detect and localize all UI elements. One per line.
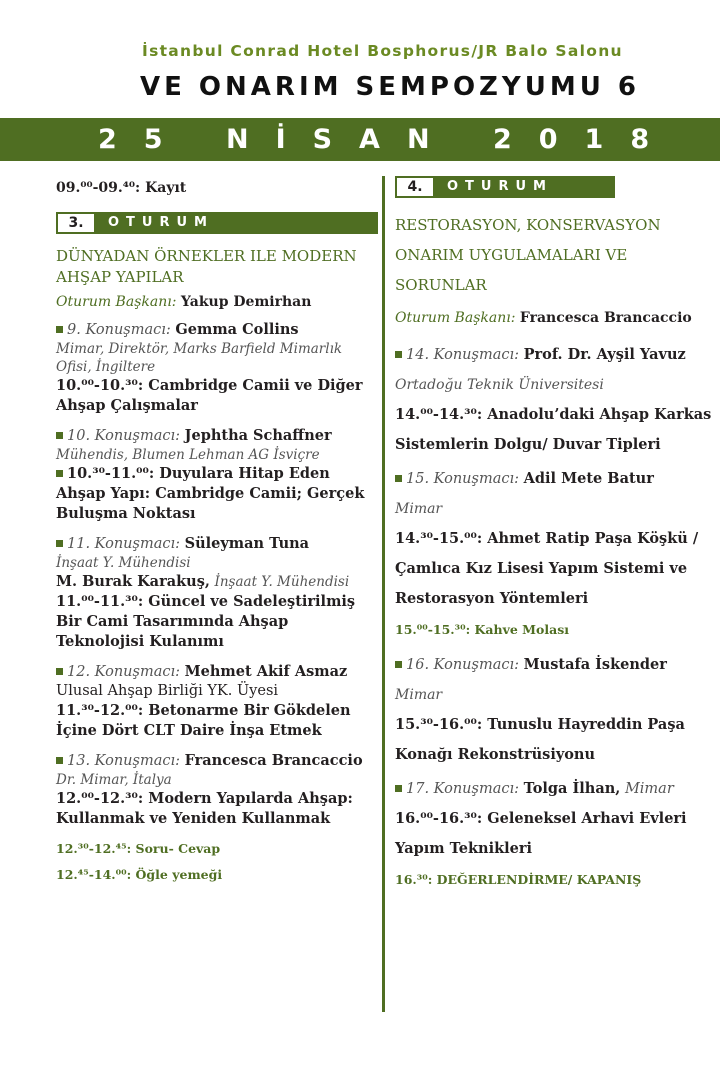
talk-name: Geleneksel Arhavi Evleri Yapım Teknikleri [395,810,687,857]
speaker-affiliation: Ortadoğu Teknik Üniversitesi [395,377,604,393]
talk-time: 10.³⁰-11.⁰⁰: [67,465,155,482]
session-chair [56,292,378,312]
talk-title [56,464,378,524]
bullet-square-icon [56,668,63,675]
chair-name: Francesca Brancaccio [519,310,692,326]
speaker-name: Prof. Dr. Ayşil Yavuz [523,346,686,363]
talk-time: 14.³⁰-15.⁰⁰: [395,530,483,547]
speaker-block [395,650,715,770]
session-label: OTURUM [433,178,613,196]
speaker-name: Süleyman Tuna [184,535,310,552]
coffee-break-line: 15.⁰⁰-15.³⁰: Kahve Molası [395,622,569,637]
bullet-square-icon [395,661,402,668]
closing-line: 16.³⁰: DEĞERLENDİRME/ KAPANIŞ [395,872,642,887]
co-speaker-affiliation: İnşaat Y. Mühendisi [214,574,350,590]
talk-name: Cambridge Camii ve Diğer Ahşap Çalışmalar [56,377,363,414]
speaker-label: 10. Konuşmacı: [67,428,180,444]
bullet-square-icon [56,757,63,764]
speaker-label: 15. Konuşmacı: [406,471,519,487]
speaker-name: Adil Mete Batur [523,470,654,487]
session-label: OTURUM [94,214,376,232]
speaker-label: 9. Konuşmacı: [67,322,171,338]
session-chair [395,308,715,328]
speaker-block [395,774,715,864]
speaker-label: 11. Konuşmacı: [67,536,180,552]
column-divider [382,176,385,1012]
talk-time: 12.⁰⁰-12.³⁰: [56,790,144,807]
talk-name: Güncel ve Sadeleştirilmiş Bir Cami Tasarımında Ahşap Teknolojisi Kulanımı [56,593,356,650]
bullet-square-icon [395,785,402,792]
speaker-name: Gemma Collins [175,321,299,338]
talk-title [395,524,715,614]
bullet-square-icon [56,432,63,439]
bullet-square-icon [56,540,63,547]
lunch-line: 12.⁴⁵-14.⁰⁰: Öğle yemeği [56,867,223,882]
bullet-square-icon [395,351,402,358]
speaker-block [56,426,378,524]
talk-time: 10.⁰⁰-10.³⁰: [56,377,144,394]
speaker-name: Mehmet Akif Asmaz [184,663,348,680]
talk-name: Anadolu’daki Ahşap Karkas Sistemlerin Dolgu/ Duvar Tipleri [395,406,712,453]
talk-time: 14.⁰⁰-14.³⁰: [395,406,483,423]
speaker-block [395,340,715,460]
speaker-affiliation: Dr. Mimar, İtalya [56,772,172,788]
chair-label: Oturum Başkanı: [56,294,177,310]
bullet-square-icon [395,475,402,482]
left-column [56,178,378,885]
date-banner: 25 NİSAN 2018 [0,118,720,161]
session-3-header [56,212,378,234]
talk-name: Betonarme Bir Gökdelen İçine Dört CLT Daire İnşa Etmek [56,702,351,739]
speaker-name: Mustafa İskender [523,656,667,673]
venue-line: İstanbul Conrad Hotel Bosphorus/JR Balo Salonu [142,42,623,60]
speaker-affiliation: İnşaat Y. Mühendisi [56,555,191,571]
right-column [395,176,715,890]
talk-title [395,400,715,460]
talk-time: 11.⁰⁰-11.³⁰: [56,593,144,610]
speaker-affiliation: Mühendis, Blumen Lehman AG İsviçre [56,447,320,463]
session-title: RESTORASYON, KONSERVASYON ONARIM UYGULAMALARI VE SORUNLAR [395,216,661,294]
speaker-affiliation: Mimar [395,687,443,703]
speaker-affiliation: Mimar, Direktör, Marks Barfield Mimarlık Ofisi, İngiltere [56,341,343,375]
session-title: DÜNYADAN ÖRNEKLER ILE MODERN AHŞAP YAPILAR [56,247,357,286]
speaker-name: Tolga İlhan, [523,780,621,797]
bullet-square-icon [56,326,63,333]
speaker-block [56,751,378,829]
speaker-label: 13. Konuşmacı: [67,753,180,769]
bullet-square-icon [56,470,63,477]
speaker-affiliation: Ulusal Ahşap Birliği YK. Üyesi [56,683,279,699]
speaker-label: 14. Konuşmacı: [406,347,519,363]
chair-label: Oturum Başkanı: [395,310,516,326]
talk-name: Modern Yapılarda Ahşap: Kullanmak ve Yeniden Kullanmak [56,790,353,827]
talk-title [56,789,378,829]
chair-name: Yakup Demirhan [180,294,312,310]
talk-time: 16.⁰⁰-16.³⁰: [395,810,483,827]
speaker-name: Jephtha Schaffner [184,427,332,444]
speaker-block [56,534,378,652]
speaker-block [56,662,378,741]
speaker-block [56,320,378,416]
speaker-label: 17. Konuşmacı: [406,781,519,797]
session-number: 3. [58,214,94,232]
talk-title [56,376,378,416]
co-speaker-name: M. Burak Karakuş, [56,573,210,590]
registration-line: 09.⁰⁰-09.⁴⁰: Kayıt [56,180,187,196]
talk-title [395,710,715,770]
speaker-affiliation: Mimar [624,781,674,797]
symposium-title: VE ONARIM SEMPOZYUMU 6 [140,72,640,102]
talk-time: 15.³⁰-16.⁰⁰: [395,716,483,733]
talk-name: Ahmet Ratip Paşa Köşkü / Çamlıca Kız Lisesi Yapım Sistemi ve Restorasyon Yöntemleri [395,530,699,607]
session-4-header [395,176,615,198]
talk-title [395,804,715,864]
speaker-name: Francesca Brancaccio [184,752,363,769]
speaker-block [395,464,715,614]
speaker-affiliation: Mimar [395,501,443,517]
talk-title [56,701,378,741]
session-number: 4. [397,178,433,196]
talk-name: Tunuslu Hayreddin Paşa Konağı Rekonstrüsiyonu [395,716,685,763]
talk-title [56,592,378,652]
speaker-label: 16. Konuşmacı: [406,657,519,673]
talk-name: Duyulara Hitap Eden Ahşap Yapı: Cambridge Camii; Gerçek Buluşma Noktası [56,465,365,522]
speaker-label: 12. Konuşmacı: [67,664,180,680]
qa-line: 12.³⁰-12.⁴⁵: Soru- Cevap [56,841,221,856]
talk-time: 11.³⁰-12.⁰⁰: [56,702,144,719]
